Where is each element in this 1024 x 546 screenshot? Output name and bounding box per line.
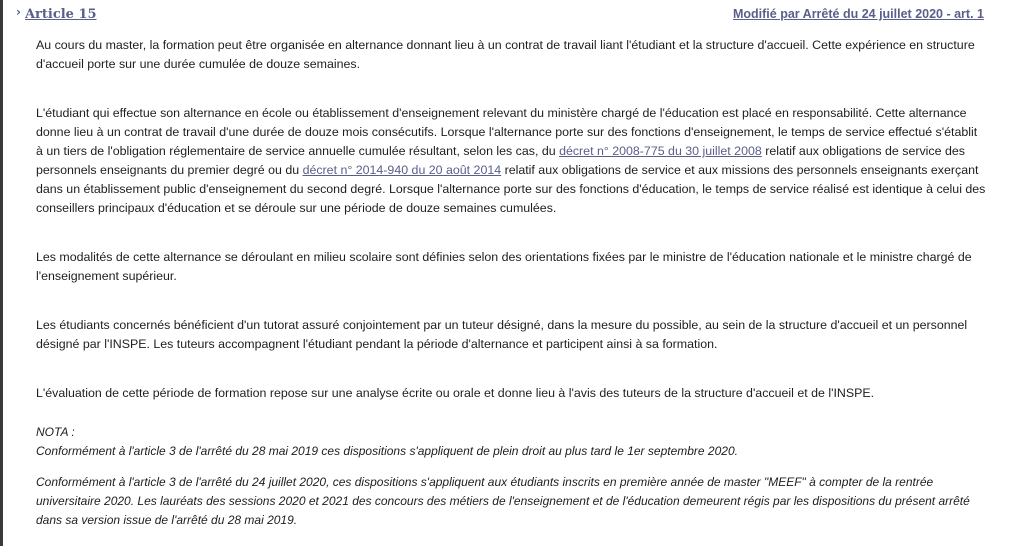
nota-line-1: Conformément à l'article 3 de l'arrêté du 28 mai 2019 ces dispositions s'appliquent de plein droit au plus tard le 1er septembre 2020.	[36, 444, 738, 458]
nota-line-2: Conformément à l'article 3 de l'arrêté du 24 juillet 2020, ces dispositions s'appliquent aux étudiants inscrits en première année de master "MEEF" à compter de la rentrée universitaire 2020. Les lauréats des sessions 2020 et 2021 des concours des métiers de l'enseignement et de l'éducation demeurent régis par les dispositions du présent arrêté dans sa version issue de l'arrêté du 28 mai 2019.	[36, 475, 970, 527]
article-body	[36, 36, 986, 530]
paragraph-5: L'évaluation de cette période de formation repose sur une analyse écrite ou orale et donne lieu à l'avis des tuteurs de la structure d'accueil et de l'INSPE.	[36, 386, 875, 400]
article-header	[16, 4, 984, 24]
paragraph-4: Les étudiants concernés bénéficient d'un tutorat assuré conjointement par un tuteur désigné, dans la mesure du possible, au sein de la structure d'accueil et un personnel désigné par l'INSPE. Les tuteurs accompagnent l'étudiant pendant la période d'alternance et participent ainsi à sa formation.	[36, 318, 968, 351]
left-border	[0, 0, 3, 546]
paragraph-3: Les modalités de cette alternance se déroulant en milieu scolaire sont définies selon des orientations fixées par le ministre de l'éducation nationale et le ministre chargé de l'enseignement supérieur.	[36, 250, 972, 283]
decret-2008-775-link[interactable]: décret n° 2008-775 du 30 juillet 2008	[559, 144, 762, 158]
modified-by-link[interactable]: Modifié par Arrêté du 24 juillet 2020 - art. 1	[732, 7, 984, 21]
chevron-right-icon[interactable]: ›	[16, 5, 21, 19]
decret-2014-940-link[interactable]: décret n° 2014-940 du 20 août 2014	[302, 163, 502, 177]
paragraph-2-text-3: relatif aux obligations de service et aux missions des personnels enseignants exerçant dans un établissement public d'enseignement du second degré. Lorsque l'alternance porte sur des fonctions d'éducation, le temps de service réalisé est identique à celui des conseillers principaux d'éducation et se déroule sur une période de douze semaines cumulées.	[36, 163, 986, 215]
nota-label: NOTA :	[36, 425, 75, 439]
paragraph-2	[36, 104, 986, 218]
paragraph-2-text-2: relatif aux obligations de service des personnels enseignants du premier degré ou du	[36, 144, 965, 177]
article-title-group[interactable]	[16, 7, 97, 22]
nota-section	[36, 423, 986, 530]
paragraph-2-text-1: L'étudiant qui effectue son alternance en école ou établissement d'enseignement relevant du ministère chargé de l'éducation est placé en responsabilité. Cette alternance donne lieu à un contrat de travail d'une durée de douze mois consécutifs. Lorsque l'alternance porte sur des fonctions d'enseignement, le temps de service effectué s'établit à un tiers de l'obligation réglementaire de service annuelle cumulée résultant, selon les cas, du	[36, 106, 978, 158]
paragraph-1: Au cours du master, la formation peut être organisée en alternance donnant lieu à un contrat de travail liant l'étudiant et la structure d'accueil. Cette expérience en structure d'accueil porte sur une durée cumulée de douze semaines.	[36, 38, 975, 71]
article-title-link[interactable]: Article 15	[24, 6, 97, 22]
